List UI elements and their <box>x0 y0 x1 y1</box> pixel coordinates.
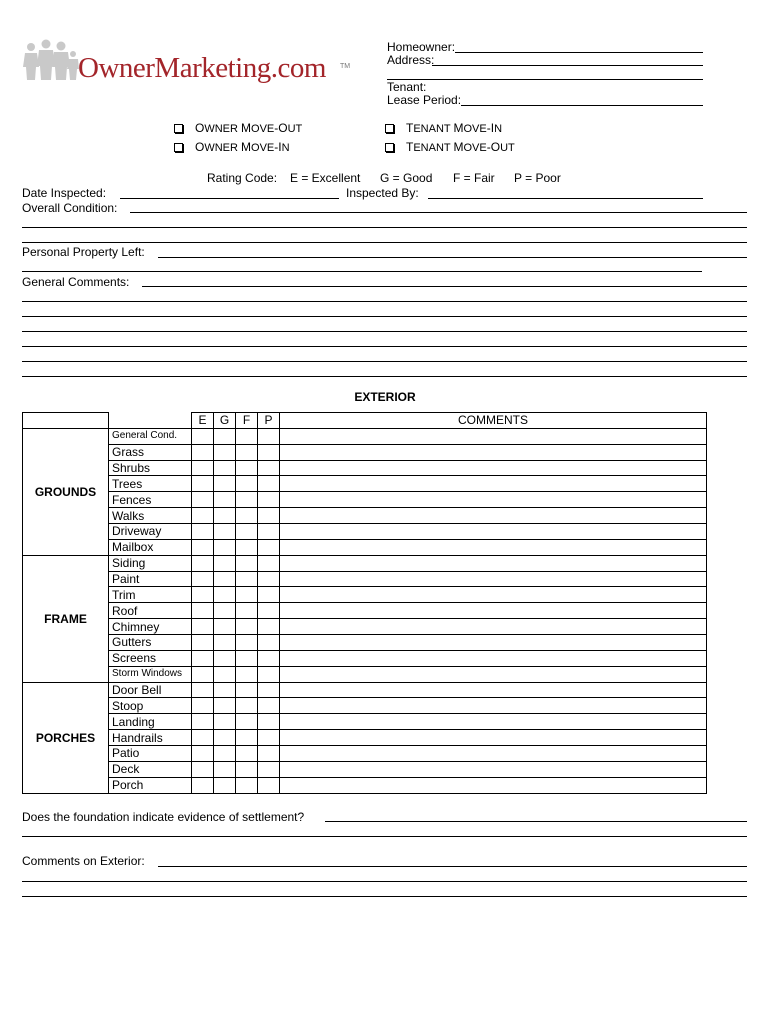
owner-move-in-option[interactable]: OWNER MOVE-IN <box>174 141 290 155</box>
item-landing: Landing <box>109 714 192 730</box>
rating-cell[interactable] <box>192 476 214 492</box>
owner-move-out-option[interactable]: OWNER MOVE-OUT <box>174 122 302 136</box>
rating-cell[interactable] <box>214 619 236 635</box>
comment-cell[interactable] <box>280 460 707 476</box>
rating-cell[interactable] <box>258 666 280 682</box>
comment-cell[interactable] <box>280 524 707 540</box>
rating-cell[interactable] <box>258 444 280 460</box>
comment-cell[interactable] <box>280 508 707 524</box>
rating-cell[interactable] <box>258 650 280 666</box>
comment-cell[interactable] <box>280 619 707 635</box>
rating-cell[interactable] <box>214 555 236 571</box>
rating-cell[interactable] <box>258 524 280 540</box>
rating-cell[interactable] <box>258 603 280 619</box>
rating-cell[interactable] <box>214 730 236 746</box>
checkbox-icon[interactable] <box>174 124 183 133</box>
general-comments-field[interactable] <box>142 286 747 287</box>
comment-cell[interactable] <box>280 666 707 682</box>
comment-cell[interactable] <box>280 730 707 746</box>
personal-property-field[interactable] <box>158 257 747 258</box>
item-roof: Roof <box>109 603 192 619</box>
comments-on-exterior-line-2[interactable] <box>22 881 747 882</box>
item-screens: Screens <box>109 650 192 666</box>
general-comments-line-2[interactable] <box>22 301 747 302</box>
table-row <box>23 777 707 793</box>
rating-cell[interactable] <box>192 682 214 698</box>
rating-cell[interactable] <box>236 666 258 682</box>
comment-cell[interactable] <box>280 698 707 714</box>
item-patio: Patio <box>109 746 192 762</box>
item-storm-windows: Storm Windows <box>109 666 192 682</box>
rating-cell[interactable] <box>192 444 214 460</box>
rating-cell[interactable] <box>258 698 280 714</box>
rating-cell[interactable] <box>192 524 214 540</box>
rating-cell[interactable] <box>214 666 236 682</box>
item-paint: Paint <box>109 571 192 587</box>
rating-cell[interactable] <box>258 730 280 746</box>
rating-cell[interactable] <box>236 777 258 793</box>
rating-cell[interactable] <box>258 508 280 524</box>
rating-cell[interactable] <box>258 428 280 444</box>
rating-fair: F = Fair <box>453 171 495 185</box>
inspected-by-label: Inspected By: <box>346 186 419 200</box>
comment-cell[interactable] <box>280 682 707 698</box>
group-porches: PORCHES <box>23 682 109 793</box>
table-row <box>23 730 707 746</box>
rating-cell[interactable] <box>214 714 236 730</box>
checkbox-icon[interactable] <box>385 124 394 133</box>
address-field-line-2[interactable] <box>387 79 703 80</box>
rating-cell[interactable] <box>258 635 280 651</box>
rating-cell[interactable] <box>236 587 258 603</box>
homeowner-label: Homeowner: <box>387 40 456 54</box>
comment-cell[interactable] <box>280 650 707 666</box>
rating-excellent: E = Excellent <box>290 171 361 185</box>
column-header-p: P <box>258 413 280 429</box>
comment-cell[interactable] <box>280 746 707 762</box>
rating-cell[interactable] <box>192 730 214 746</box>
table-row <box>23 603 707 619</box>
general-comments-label: General Comments: <box>22 275 130 289</box>
column-header-g: G <box>214 413 236 429</box>
column-header-e: E <box>192 413 214 429</box>
rating-good: G = Good <box>380 171 433 185</box>
item-porch: Porch <box>109 777 192 793</box>
rating-cell[interactable] <box>214 428 236 444</box>
rating-cell[interactable] <box>258 714 280 730</box>
rating-cell[interactable] <box>192 539 214 555</box>
item-mailbox: Mailbox <box>109 539 192 555</box>
table-row <box>23 508 707 524</box>
foundation-answer-field[interactable] <box>325 821 747 822</box>
rating-cell[interactable] <box>258 492 280 508</box>
table-row <box>23 761 707 777</box>
checkbox-icon[interactable] <box>174 143 183 152</box>
comment-cell[interactable] <box>280 777 707 793</box>
rating-cell[interactable] <box>214 492 236 508</box>
tenant-move-in-option[interactable]: TENANT MOVE-IN <box>385 122 502 136</box>
table-row <box>23 460 707 476</box>
personal-property-line-2[interactable] <box>22 271 702 272</box>
rating-cell[interactable] <box>192 428 214 444</box>
rating-cell[interactable] <box>258 746 280 762</box>
rating-cell[interactable] <box>214 587 236 603</box>
item-stoop: Stoop <box>109 698 192 714</box>
rating-cell[interactable] <box>236 746 258 762</box>
personal-property-label: Personal Property Left: <box>22 245 145 259</box>
item-walks: Walks <box>109 508 192 524</box>
comment-cell[interactable] <box>280 476 707 492</box>
item-door-bell: Door Bell <box>109 682 192 698</box>
comment-cell[interactable] <box>280 603 707 619</box>
item-driveway: Driveway <box>109 524 192 540</box>
table-row <box>23 539 707 555</box>
rating-cell[interactable] <box>192 746 214 762</box>
item-grass: Grass <box>109 444 192 460</box>
rating-cell[interactable] <box>258 539 280 555</box>
comments-on-exterior-line-3[interactable] <box>22 896 747 897</box>
table-header-row <box>23 413 707 429</box>
table-row <box>23 635 707 651</box>
table-row <box>23 682 707 698</box>
rating-cell[interactable] <box>258 587 280 603</box>
rating-cell[interactable] <box>236 508 258 524</box>
foundation-question-label: Does the foundation indicate evidence of settlement? <box>22 810 305 824</box>
date-inspected-label: Date Inspected: <box>22 186 107 200</box>
comment-cell[interactable] <box>280 555 707 571</box>
comments-on-exterior-field[interactable] <box>158 866 747 867</box>
homeowner-field[interactable] <box>455 52 703 53</box>
rating-cell[interactable] <box>236 444 258 460</box>
checkbox-icon[interactable] <box>385 143 394 152</box>
rating-cell[interactable] <box>258 619 280 635</box>
inspected-by-field[interactable] <box>428 198 703 199</box>
column-header-comments: COMMENTS <box>280 413 707 429</box>
rating-cell[interactable] <box>236 714 258 730</box>
rating-cell[interactable] <box>258 777 280 793</box>
rating-cell[interactable] <box>214 460 236 476</box>
table-row <box>23 619 707 635</box>
rating-cell[interactable] <box>214 635 236 651</box>
rating-cell[interactable] <box>214 746 236 762</box>
rating-cell[interactable] <box>192 555 214 571</box>
table-row <box>23 571 707 587</box>
rating-cell[interactable] <box>258 571 280 587</box>
rating-cell[interactable] <box>214 524 236 540</box>
comment-cell[interactable] <box>280 587 707 603</box>
rating-cell[interactable] <box>214 444 236 460</box>
rating-cell[interactable] <box>192 761 214 777</box>
rating-cell[interactable] <box>192 698 214 714</box>
table-row <box>23 555 707 571</box>
rating-cell[interactable] <box>192 571 214 587</box>
rating-cell[interactable] <box>236 555 258 571</box>
item-siding: Siding <box>109 555 192 571</box>
table-row <box>23 698 707 714</box>
item-shrubs: Shrubs <box>109 460 192 476</box>
item-fences: Fences <box>109 492 192 508</box>
comment-cell[interactable] <box>280 761 707 777</box>
comments-on-exterior-label: Comments on Exterior: <box>22 854 145 868</box>
exterior-title: EXTERIOR <box>354 390 416 404</box>
rating-cell[interactable] <box>214 761 236 777</box>
rating-cell[interactable] <box>236 682 258 698</box>
item-trees: Trees <box>109 476 192 492</box>
rating-cell[interactable] <box>214 698 236 714</box>
rating-cell[interactable] <box>258 476 280 492</box>
rating-cell[interactable] <box>236 492 258 508</box>
rating-cell[interactable] <box>192 508 214 524</box>
rating-cell[interactable] <box>258 761 280 777</box>
lease-period-label: Lease Period: <box>387 93 462 107</box>
people-silhouette-icon <box>20 38 82 82</box>
company-logo <box>20 36 350 94</box>
table-row <box>23 587 707 603</box>
rating-cell[interactable] <box>236 650 258 666</box>
table-row <box>23 444 707 460</box>
item-handrails: Handrails <box>109 730 192 746</box>
rating-cell[interactable] <box>236 539 258 555</box>
rating-cell[interactable] <box>214 682 236 698</box>
rating-cell[interactable] <box>214 539 236 555</box>
rating-cell[interactable] <box>192 777 214 793</box>
rating-cell[interactable] <box>236 698 258 714</box>
tenant-move-out-option[interactable]: TENANT MOVE-OUT <box>385 141 515 155</box>
item-deck: Deck <box>109 761 192 777</box>
item-general-cond: General Cond. <box>109 428 192 444</box>
table-row <box>23 492 707 508</box>
rating-cell[interactable] <box>258 555 280 571</box>
table-row <box>23 650 707 666</box>
rating-cell[interactable] <box>236 476 258 492</box>
rating-cell[interactable] <box>236 571 258 587</box>
rating-cell[interactable] <box>192 619 214 635</box>
date-inspected-field[interactable] <box>120 198 339 199</box>
general-comments-line-4[interactable] <box>22 331 747 332</box>
address-field[interactable] <box>432 65 703 66</box>
group-frame: FRAME <box>23 555 109 682</box>
general-comments-line-7[interactable] <box>22 376 747 377</box>
comment-cell[interactable] <box>280 444 707 460</box>
table-row <box>23 428 707 444</box>
rating-cell[interactable] <box>236 635 258 651</box>
overall-condition-label: Overall Condition: <box>22 201 118 215</box>
rating-cell[interactable] <box>214 650 236 666</box>
logo-wordmark: OwnerMarketing.com <box>78 52 326 84</box>
lease-period-field[interactable] <box>461 105 703 106</box>
rating-cell[interactable] <box>236 428 258 444</box>
rating-cell[interactable] <box>236 603 258 619</box>
foundation-answer-line-2[interactable] <box>22 836 747 837</box>
rating-cell[interactable] <box>214 603 236 619</box>
group-grounds: GROUNDS <box>23 428 109 555</box>
overall-condition-line-2[interactable] <box>22 227 747 228</box>
comment-cell[interactable] <box>280 539 707 555</box>
table-row <box>23 476 707 492</box>
general-comments-line-6[interactable] <box>22 361 747 362</box>
rating-cell[interactable] <box>192 635 214 651</box>
table-row <box>23 666 707 682</box>
comment-cell[interactable] <box>280 428 707 444</box>
comment-cell[interactable] <box>280 714 707 730</box>
general-comments-line-3[interactable] <box>22 316 747 317</box>
exterior-inspection-table <box>22 412 707 794</box>
table-row <box>23 524 707 540</box>
table-row <box>23 746 707 762</box>
rating-cell[interactable] <box>192 587 214 603</box>
address-label: Address: <box>387 53 435 67</box>
rating-cell[interactable] <box>192 460 214 476</box>
rating-cell[interactable] <box>258 682 280 698</box>
column-header-f: F <box>236 413 258 429</box>
tenant-label: Tenant: <box>387 80 427 94</box>
comment-cell[interactable] <box>280 635 707 651</box>
rating-cell[interactable] <box>236 460 258 476</box>
comment-cell[interactable] <box>280 492 707 508</box>
rating-cell[interactable] <box>214 476 236 492</box>
trademark-mark: TM <box>340 63 351 70</box>
item-trim: Trim <box>109 587 192 603</box>
table-row <box>23 714 707 730</box>
rating-poor: P = Poor <box>514 171 561 185</box>
rating-cell[interactable] <box>192 603 214 619</box>
rating-cell[interactable] <box>192 714 214 730</box>
item-chimney: Chimney <box>109 619 192 635</box>
rating-cell[interactable] <box>236 761 258 777</box>
comment-cell[interactable] <box>280 571 707 587</box>
overall-condition-field[interactable] <box>130 212 747 213</box>
rating-code-label: Rating Code: <box>207 171 278 185</box>
rating-cell[interactable] <box>258 460 280 476</box>
overall-condition-line-3[interactable] <box>22 242 747 243</box>
rating-cell[interactable] <box>214 571 236 587</box>
rating-cell[interactable] <box>214 777 236 793</box>
rating-cell[interactable] <box>236 524 258 540</box>
rating-cell[interactable] <box>192 650 214 666</box>
rating-cell[interactable] <box>192 492 214 508</box>
rating-cell[interactable] <box>214 508 236 524</box>
rating-cell[interactable] <box>192 666 214 682</box>
rating-cell[interactable] <box>236 730 258 746</box>
rating-cell[interactable] <box>236 619 258 635</box>
item-gutters: Gutters <box>109 635 192 651</box>
general-comments-line-5[interactable] <box>22 346 747 347</box>
